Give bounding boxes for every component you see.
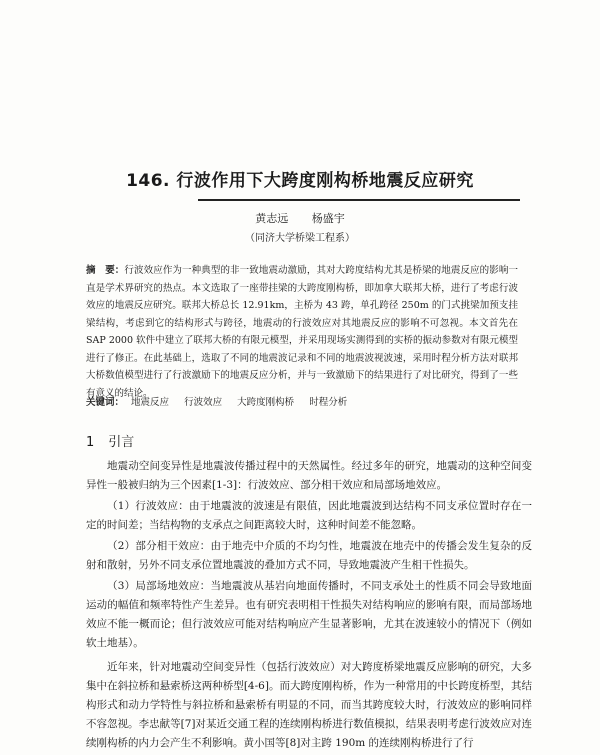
author-name: 杨盛宇 [311,212,345,225]
keyword: 行波效应 [184,397,223,408]
section-number: 1 [86,435,95,450]
abstract [86,262,518,402]
title-rule [198,199,520,201]
paper-title: 146. 行波作用下大跨度刚构桥地震反应研究 [126,171,474,191]
keyword: 大跨度刚构桥 [237,397,295,408]
keywords [86,394,518,408]
section-heading [86,431,134,450]
abstract-label: 摘 要： [86,265,125,276]
body-text [86,457,532,755]
abstract-text: 行波效应作为一种典型的非一致地震动激励，其对大跨度结构尤其是桥梁的地震反应的影响一直是学术界研究的热点。本文选取了一座带挂梁的大跨度刚构桥，即加拿大联邦大桥，进行了考虑行波效应的地震反应研究。联邦大桥总长 12.91km，主桥为 43 跨，单孔跨径 250m 的门式挑梁加预支挂梁结构，考虑到它的结构形式与跨径，地震动的行波效应对其地震反应的影响不可忽视。本文首先在 SAP 2000 软件中建立了联邦大桥的有限元模型，并采用现场实测得到的实桥的振动参数对有限元模型进行了修正。在此基础上，选取了不同的地震波记录和不同的地震波视波速，采用时程分析方法对联邦大桥数值模型进行了行波激励下的地震反应分析，并与一致激励下的结果进行了对比研究，得到了一些有意义的结论。 [86,265,518,399]
affiliation: （同济大学桥梁工程系） [245,233,355,244]
paragraph: 地震动空间变异性是地震波传播过程中的天然属性。经过多年的研究，地震动的这种空间变异性一般被归纳为三个因素[1-3]：行波效应、部分相干效应和局部场地效应。 [86,460,532,491]
keyword: 地震反应 [131,397,170,408]
paragraph: （3）局部场地效应：当地震波从基岩向地面传播时，不同支承处土的性质不同会导致地面运动的幅值和频率特性产生差异。也有研究表明相干性损失对结构响应的影响有限，而局部场地效应不能一概而论；但行波效应可能对结构响应产生显著影响，尤其在波速较小的情况下（例如软土地基）。 [86,580,532,649]
section-title: 引言 [108,435,135,450]
paragraph: （1）行波效应：由于地震波的波速是有限值，因此地震波到达结构不同支承位置时存在一定的时间差；当结构物的支承点之间距离较大时，这种时间差不能忽略。 [86,500,532,531]
author-name: 黄志远 [255,212,289,225]
keyword: 时程分析 [309,397,348,408]
authors [0,210,600,226]
paragraph: （2）部分相干效应：由于地壳中介质的不均匀性，地震波在地壳中的传播会发生复杂的反射和散射，另外不同支承位置地震波的叠加方式不同，导致地震波产生相干性损失。 [86,540,532,571]
keywords-label: 关键词： [86,397,125,408]
paragraph: 近年来，针对地震动空间变异性（包括行波效应）对大跨度桥梁地震反应影响的研究，大多集中在斜拉桥和悬索桥这两种桥型[4-6]。而大跨度刚构桥，作为一种常用的中长跨度桥型，其结构形式和动力学特性与斜拉桥和悬索桥有明显的不同，而当其跨度较大时，行波效应的影响同样不容忽视。李忠献等[7]对某近交通工程的连续刚构桥进行数值模拟，结果表明考虑行波效应对连续刚构桥的内力会产生不利影响。黄小国等[8]对主跨 190m 的连续刚构桥进行了行 [86,661,532,749]
